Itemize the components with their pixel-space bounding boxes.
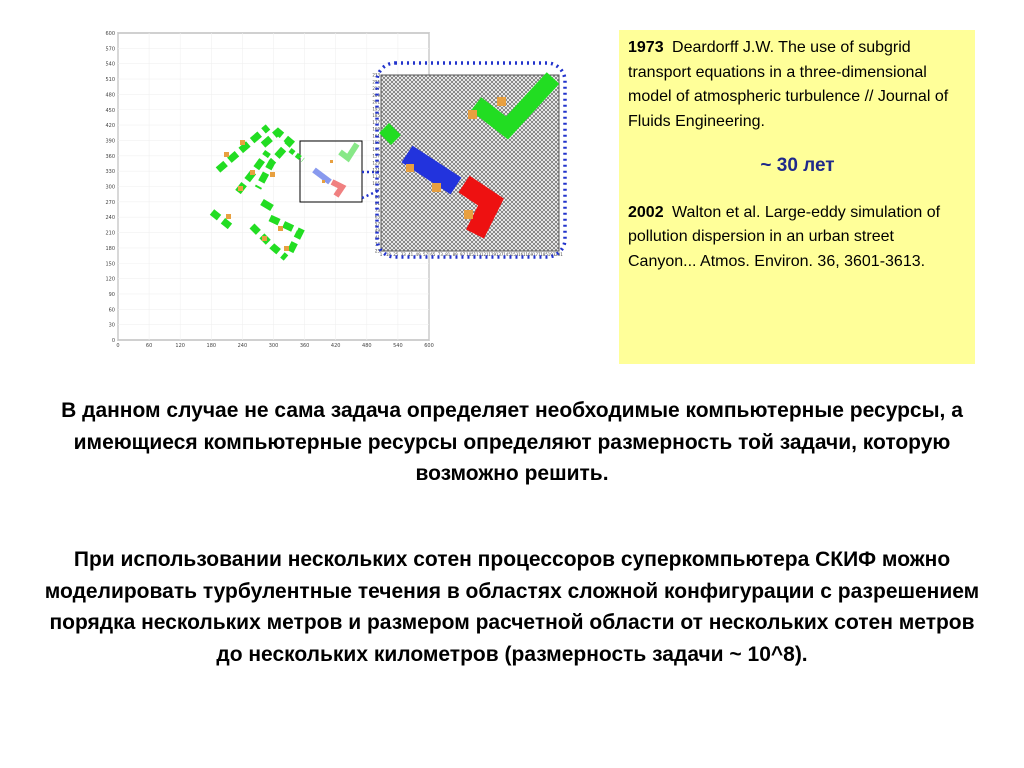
y-tick-label: 30 bbox=[108, 322, 115, 329]
reference-year: 1973 bbox=[628, 39, 664, 56]
y-tick-label: 360 bbox=[105, 153, 115, 160]
x-tick-label: 480 bbox=[362, 343, 372, 349]
zoom-x-tick-label: 113 bbox=[473, 252, 482, 257]
x-tick-label: 600 bbox=[424, 343, 434, 349]
zoom-y-tick-label: 97 bbox=[374, 187, 380, 193]
main-y-axis bbox=[105, 31, 115, 344]
x-tick-label: 300 bbox=[268, 343, 279, 349]
zoom-y-tick-label: 33 bbox=[374, 241, 380, 247]
y-tick-label: 480 bbox=[105, 92, 115, 99]
y-tick-label: 570 bbox=[105, 46, 115, 53]
y-tick-label: 210 bbox=[105, 230, 115, 237]
zoom-y-tick-label: 73 bbox=[374, 207, 380, 213]
x-tick-label: 0 bbox=[116, 343, 120, 349]
zoom-x-tick-label: 81 bbox=[445, 252, 451, 257]
reference-text-cont: Canyon... Atmos. Environ. 36, 3601-3613. bbox=[628, 252, 926, 270]
paragraph-resources: В данном случае не сама задача определяет необходимые компьютерные ресурсы, а имеющиеся компьютерные ресурсы определяют размерность той задачи, которую возможно решить. bbox=[61, 399, 963, 485]
zoom-x-tick-label: 201 bbox=[555, 252, 563, 257]
y-tick-label: 510 bbox=[105, 77, 115, 84]
zoom-x-tick-label: 153 bbox=[510, 252, 519, 257]
x-tick-label: 120 bbox=[175, 343, 185, 349]
zoom-y-tick-label: 129 bbox=[372, 160, 380, 166]
x-tick-label: 240 bbox=[237, 343, 248, 349]
y-tick-label: 300 bbox=[105, 184, 115, 191]
x-tick-label: 540 bbox=[393, 343, 403, 349]
zoom-x-tick-label: 25 bbox=[393, 252, 399, 257]
zoom-x-tick-label: 129 bbox=[488, 252, 497, 257]
zoom-x-tick-label: 97 bbox=[460, 252, 466, 257]
zoom-x-tick-label: 161 bbox=[518, 252, 526, 257]
zoom-x-tick-label: 169 bbox=[525, 252, 534, 257]
zoom-x-tick-label: 137 bbox=[495, 252, 504, 257]
y-tick-label: 540 bbox=[105, 61, 115, 68]
x-tick-label: 180 bbox=[206, 343, 217, 349]
zoom-y-tick-label: 177 bbox=[372, 119, 380, 125]
y-tick-label: 390 bbox=[105, 138, 115, 145]
zoom-y-tick-label: 193 bbox=[372, 106, 380, 112]
zoom-x-tick-label: 65 bbox=[430, 252, 436, 257]
reference-2002 bbox=[628, 201, 967, 275]
zoom-y-tick-label: 81 bbox=[374, 201, 380, 207]
y-tick-label: 90 bbox=[108, 291, 115, 298]
main-x-axis bbox=[116, 343, 433, 349]
zoom-y-tick-label: 121 bbox=[372, 167, 380, 173]
references-box bbox=[619, 30, 975, 364]
zoom-x-tick-label: 185 bbox=[540, 252, 548, 257]
x-tick-label: 360 bbox=[299, 343, 310, 349]
zoom-x-tick-label: 177 bbox=[532, 252, 541, 257]
zoom-x-tick-label: 57 bbox=[422, 252, 429, 257]
y-tick-label: 150 bbox=[105, 261, 115, 268]
y-tick-label: 270 bbox=[105, 199, 115, 206]
zoom-y-tick-label: 105 bbox=[372, 180, 380, 186]
zoom-y-tick-label: 49 bbox=[374, 228, 380, 234]
zoom-x-tick-label: 41 bbox=[408, 252, 414, 257]
zoom-x-tick-label: 121 bbox=[481, 252, 489, 257]
y-tick-label: 330 bbox=[105, 169, 115, 176]
reference-1973 bbox=[628, 36, 967, 134]
zoom-x-tick-label: 49 bbox=[415, 252, 421, 257]
reference-year: 2002 bbox=[628, 203, 664, 221]
x-tick-label: 60 bbox=[145, 343, 153, 349]
zoom-y-tick-label: 89 bbox=[374, 194, 380, 200]
zoom-y-tick-label: 169 bbox=[372, 126, 380, 132]
zoom-x-tick-label: 145 bbox=[503, 252, 511, 257]
y-tick-label: 420 bbox=[105, 123, 115, 130]
x-tick-label: 420 bbox=[330, 343, 341, 349]
y-tick-label: 120 bbox=[105, 276, 115, 283]
zoom-y-tick-label: 217 bbox=[372, 86, 380, 92]
time-span-label: ~ 30 лет bbox=[760, 155, 835, 176]
zoom-y-tick-label: 153 bbox=[372, 140, 380, 146]
zoom-y-tick-label: 185 bbox=[372, 113, 380, 119]
y-tick-label: 0 bbox=[111, 338, 115, 344]
y-tick-label: 60 bbox=[108, 307, 115, 314]
zoom-y-tick-label: 209 bbox=[372, 92, 380, 98]
y-tick-label: 240 bbox=[105, 215, 115, 222]
zoom-y-tick-label: 113 bbox=[372, 174, 380, 180]
zoom-y-tick-label: 65 bbox=[374, 214, 380, 220]
zoom-y-tick-label: 137 bbox=[372, 153, 380, 159]
zoom-y-tick-label: 161 bbox=[372, 133, 380, 139]
zoom-x-tick-label: 73 bbox=[437, 252, 443, 257]
zoom-y-tick-label: 25 bbox=[374, 248, 380, 254]
zoom-y-tick-label: 57 bbox=[374, 221, 380, 227]
zoom-x-tick-label: 105 bbox=[466, 252, 474, 257]
zoom-x-tick-label: 89 bbox=[452, 252, 458, 257]
zoom-y-tick-label: 41 bbox=[374, 234, 380, 240]
zoom-x-tick-label: 193 bbox=[547, 252, 556, 257]
urban-flow-figure bbox=[0, 0, 620, 380]
zoom-y-tick-label: 145 bbox=[372, 146, 380, 152]
paragraph-skif: При использовании нескольких сотен процессоров суперкомпьютера СКИФ можно моделировать турбулентные течения в областях сложной конфигурации с разрешением порядка нескольких метров и размером расчетной области от нескольких сотен метров до нескольких километров (размерность задачи ~ 10^8). bbox=[44, 548, 980, 666]
zoom-y-tick-label: 201 bbox=[372, 99, 380, 105]
zoom-y-tick-label: 233 bbox=[372, 72, 380, 78]
zoom-x-tick-label: 1 bbox=[379, 252, 383, 257]
reference-text: Walton et al. Large-eddy simulation of pollution dispersion in an urban street bbox=[628, 203, 941, 245]
y-tick-label: 600 bbox=[105, 31, 115, 37]
reference-text: Deardorff J.W. The use of subgrid transport equations in a three-dimensional model of atmospheric turbulence // Journal of Fluids Engineering. bbox=[628, 39, 949, 130]
zoom-y-tick-label: 225 bbox=[372, 79, 380, 85]
zoom-x-tick-label: 33 bbox=[400, 252, 406, 257]
y-tick-label: 450 bbox=[105, 107, 115, 114]
zoom-x-tick-label: 18 bbox=[385, 252, 391, 257]
y-tick-label: 180 bbox=[105, 245, 115, 252]
